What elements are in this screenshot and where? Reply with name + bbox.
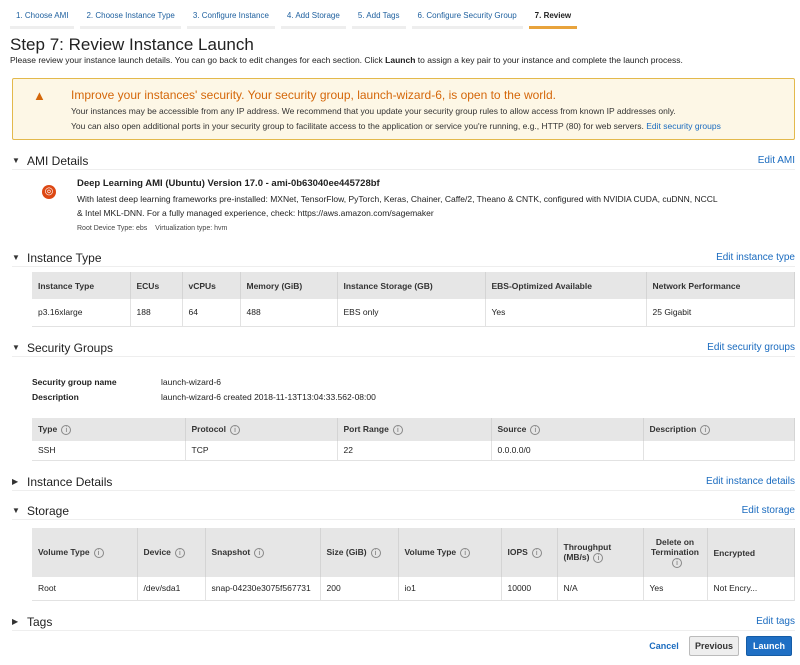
tab-add-tags[interactable]: 5. Add Tags xyxy=(352,8,406,29)
security-warning xyxy=(12,78,795,140)
ami-meta xyxy=(77,225,227,232)
col-label: Snapshot xyxy=(211,547,251,557)
cell: p3.16xlarge xyxy=(32,299,130,326)
sg-desc-label: Description xyxy=(32,392,79,402)
launch-button[interactable]: Launch xyxy=(746,636,792,656)
caret-right-icon: ▶ xyxy=(12,617,19,626)
col-label: Volume Type xyxy=(404,547,457,557)
col-header: Network Performance xyxy=(646,272,795,299)
cell: snap-04230e3075f567731 xyxy=(205,577,320,600)
col-header xyxy=(557,528,643,577)
col-header xyxy=(643,528,707,577)
tags-header[interactable] xyxy=(12,613,795,631)
ami-details-header[interactable] xyxy=(12,152,795,170)
cell: 188 xyxy=(130,299,182,326)
col-header xyxy=(205,528,320,577)
col-label: Source xyxy=(497,424,527,434)
col-header xyxy=(337,418,491,441)
col-header xyxy=(137,528,205,577)
col-header: vCPUs xyxy=(182,272,240,299)
cell: Yes xyxy=(485,299,646,326)
section-title: Instance Type xyxy=(27,250,102,265)
col-label: IOPS xyxy=(507,547,528,557)
section-title: Tags xyxy=(27,614,53,629)
col-header xyxy=(32,418,185,441)
edit-instance-type-link[interactable]: Edit instance type xyxy=(716,252,795,263)
col-label: Type xyxy=(38,424,58,434)
cell: 488 xyxy=(240,299,337,326)
sg-name-label: Security group name xyxy=(32,377,117,387)
tab-add-storage[interactable]: 4. Add Storage xyxy=(281,8,346,29)
edit-ami-link[interactable]: Edit AMI xyxy=(757,155,795,166)
storage-header[interactable] xyxy=(12,502,795,520)
ubuntu-logo-icon: ◎ xyxy=(42,185,56,199)
table-row xyxy=(32,577,795,600)
col-header xyxy=(32,528,137,577)
page-description xyxy=(10,55,683,65)
instance-type-table xyxy=(32,272,795,327)
cell: SSH xyxy=(32,441,185,460)
cell: io1 xyxy=(398,577,501,600)
edit-security-groups-link[interactable]: Edit security groups xyxy=(707,342,795,353)
cell: 64 xyxy=(182,299,240,326)
tab-choose-ami[interactable]: 1. Choose AMI xyxy=(10,8,74,29)
tab-configure-security-group[interactable]: 6. Configure Security Group xyxy=(412,8,523,29)
cell xyxy=(643,441,795,460)
info-icon[interactable]: i xyxy=(530,425,540,435)
tab-choose-instance-type[interactable]: 2. Choose Instance Type xyxy=(80,8,180,29)
cell: Root xyxy=(32,577,137,600)
cell: /dev/sda1 xyxy=(137,577,205,600)
table-header xyxy=(32,528,795,577)
virtualization-type: Virtualization type: hvm xyxy=(155,225,228,232)
col-header xyxy=(491,418,643,441)
edit-instance-details-link[interactable]: Edit instance details xyxy=(706,476,795,487)
col-label: Delete on Termination xyxy=(650,537,699,557)
info-icon[interactable]: i xyxy=(94,548,104,558)
col-label: Device xyxy=(143,547,171,557)
col-label: Size (GiB) xyxy=(326,547,367,557)
section-title: Security Groups xyxy=(27,340,114,355)
table-row xyxy=(32,299,795,326)
page-title: Step 7: Review Instance Launch xyxy=(10,35,254,54)
cell: 200 xyxy=(320,577,398,600)
tab-configure-instance[interactable]: 3. Configure Instance xyxy=(187,8,275,29)
info-icon[interactable]: i xyxy=(371,548,381,558)
cell: 10000 xyxy=(501,577,557,600)
info-icon[interactable]: i xyxy=(254,548,264,558)
col-label: Description xyxy=(649,424,697,434)
col-header: ECUs xyxy=(130,272,182,299)
col-header xyxy=(320,528,398,577)
col-header xyxy=(643,418,795,441)
col-header xyxy=(185,418,337,441)
caret-down-icon: ▼ xyxy=(12,506,20,515)
section-title: Instance Details xyxy=(27,474,113,489)
ami-desc-2: & Intel MKL-DNN. For a fully managed experience, check: https://aws.amazon.com/sagemaker xyxy=(77,208,434,218)
cell: 22 xyxy=(337,441,491,460)
info-icon[interactable]: i xyxy=(532,548,542,558)
instance-type-header[interactable] xyxy=(12,249,795,267)
edit-tags-link[interactable]: Edit tags xyxy=(756,616,795,627)
cell: EBS only xyxy=(337,299,485,326)
warning-line-2-text: You can also open additional ports in your security group to facilitate access to the application or service you're running, e.g., HTTP (80) for web servers. xyxy=(71,121,644,131)
warning-icon: ▲ xyxy=(33,88,46,103)
table-header xyxy=(32,418,795,441)
col-header xyxy=(501,528,557,577)
ami-desc-1: With latest deep learning frameworks pre-installed: MXNet, TensorFlow, PyTorch, Keras, Chainer, Caffe/2, Theano & CNTK, configured with NVIDIA CUDA, cuDNN, NCCL xyxy=(77,194,718,204)
info-icon[interactable]: i xyxy=(175,548,185,558)
desc-text: Please review your instance launch details. You can go back to edit changes for each section. Click xyxy=(10,55,386,65)
table-row xyxy=(32,441,795,460)
caret-down-icon: ▼ xyxy=(12,156,20,165)
section-title: Storage xyxy=(27,503,70,518)
table-header xyxy=(32,272,795,299)
warning-title: Improve your instances' security. Your security group, launch-wizard-6, is open to the world. xyxy=(71,88,556,102)
cell: Yes xyxy=(643,577,707,600)
desc-bold: Launch xyxy=(385,55,416,65)
info-icon[interactable]: i xyxy=(230,425,240,435)
cell: 25 Gigabit xyxy=(646,299,795,326)
cell: Not Encry... xyxy=(707,577,795,600)
info-icon[interactable]: i xyxy=(672,558,682,568)
warning-line-1: Your instances may be accessible from any IP address. We recommend that you update your security group rules to allow access from known IP addresses only. xyxy=(71,106,676,116)
info-icon[interactable]: i xyxy=(460,548,470,558)
caret-down-icon: ▼ xyxy=(12,343,20,352)
col-header: EBS-Optimized Available xyxy=(485,272,646,299)
instance-details-header[interactable] xyxy=(12,473,795,491)
warning-line-2 xyxy=(71,121,721,131)
info-icon[interactable]: i xyxy=(61,425,71,435)
tab-review[interactable]: 7. Review xyxy=(529,8,577,29)
root-device-type: Root Device Type: ebs xyxy=(77,225,148,232)
col-label: Throughput (MB/s) xyxy=(563,542,612,562)
info-icon[interactable]: i xyxy=(593,553,603,563)
storage-table xyxy=(32,528,795,601)
edit-security-groups-link[interactable]: Edit security groups xyxy=(646,121,721,131)
edit-storage-link[interactable]: Edit storage xyxy=(741,505,795,516)
col-label: Port Range xyxy=(343,424,389,434)
caret-right-icon: ▶ xyxy=(12,477,19,486)
cell: N/A xyxy=(557,577,643,600)
ami-name: Deep Learning AMI (Ubuntu) Version 17.0 - ami-0b63040ee445728bf xyxy=(77,178,380,189)
previous-button[interactable]: Previous xyxy=(689,636,739,656)
col-label: Protocol xyxy=(191,424,226,434)
info-icon[interactable]: i xyxy=(393,425,403,435)
wizard-tabs xyxy=(10,8,577,29)
col-header xyxy=(398,528,501,577)
caret-down-icon: ▼ xyxy=(12,253,20,262)
section-title: AMI Details xyxy=(27,153,89,168)
sg-desc: launch-wizard-6 created 2018-11-13T13:04:33.562-08:00 xyxy=(161,392,376,402)
sg-name: launch-wizard-6 xyxy=(161,377,221,387)
col-header: Instance Storage (GB) xyxy=(337,272,485,299)
cell: 0.0.0.0/0 xyxy=(491,441,643,460)
col-header: Instance Type xyxy=(32,272,130,299)
info-icon[interactable]: i xyxy=(700,425,710,435)
cancel-button[interactable]: Cancel xyxy=(649,641,679,651)
col-header: Encrypted xyxy=(707,528,795,577)
col-label: Volume Type xyxy=(38,547,90,557)
security-groups-header[interactable] xyxy=(12,339,795,357)
cell: TCP xyxy=(185,441,337,460)
security-rules-table xyxy=(32,418,795,461)
desc-text-end: to assign a key pair to your instance and complete the launch process. xyxy=(415,55,683,65)
col-header: Memory (GiB) xyxy=(240,272,337,299)
